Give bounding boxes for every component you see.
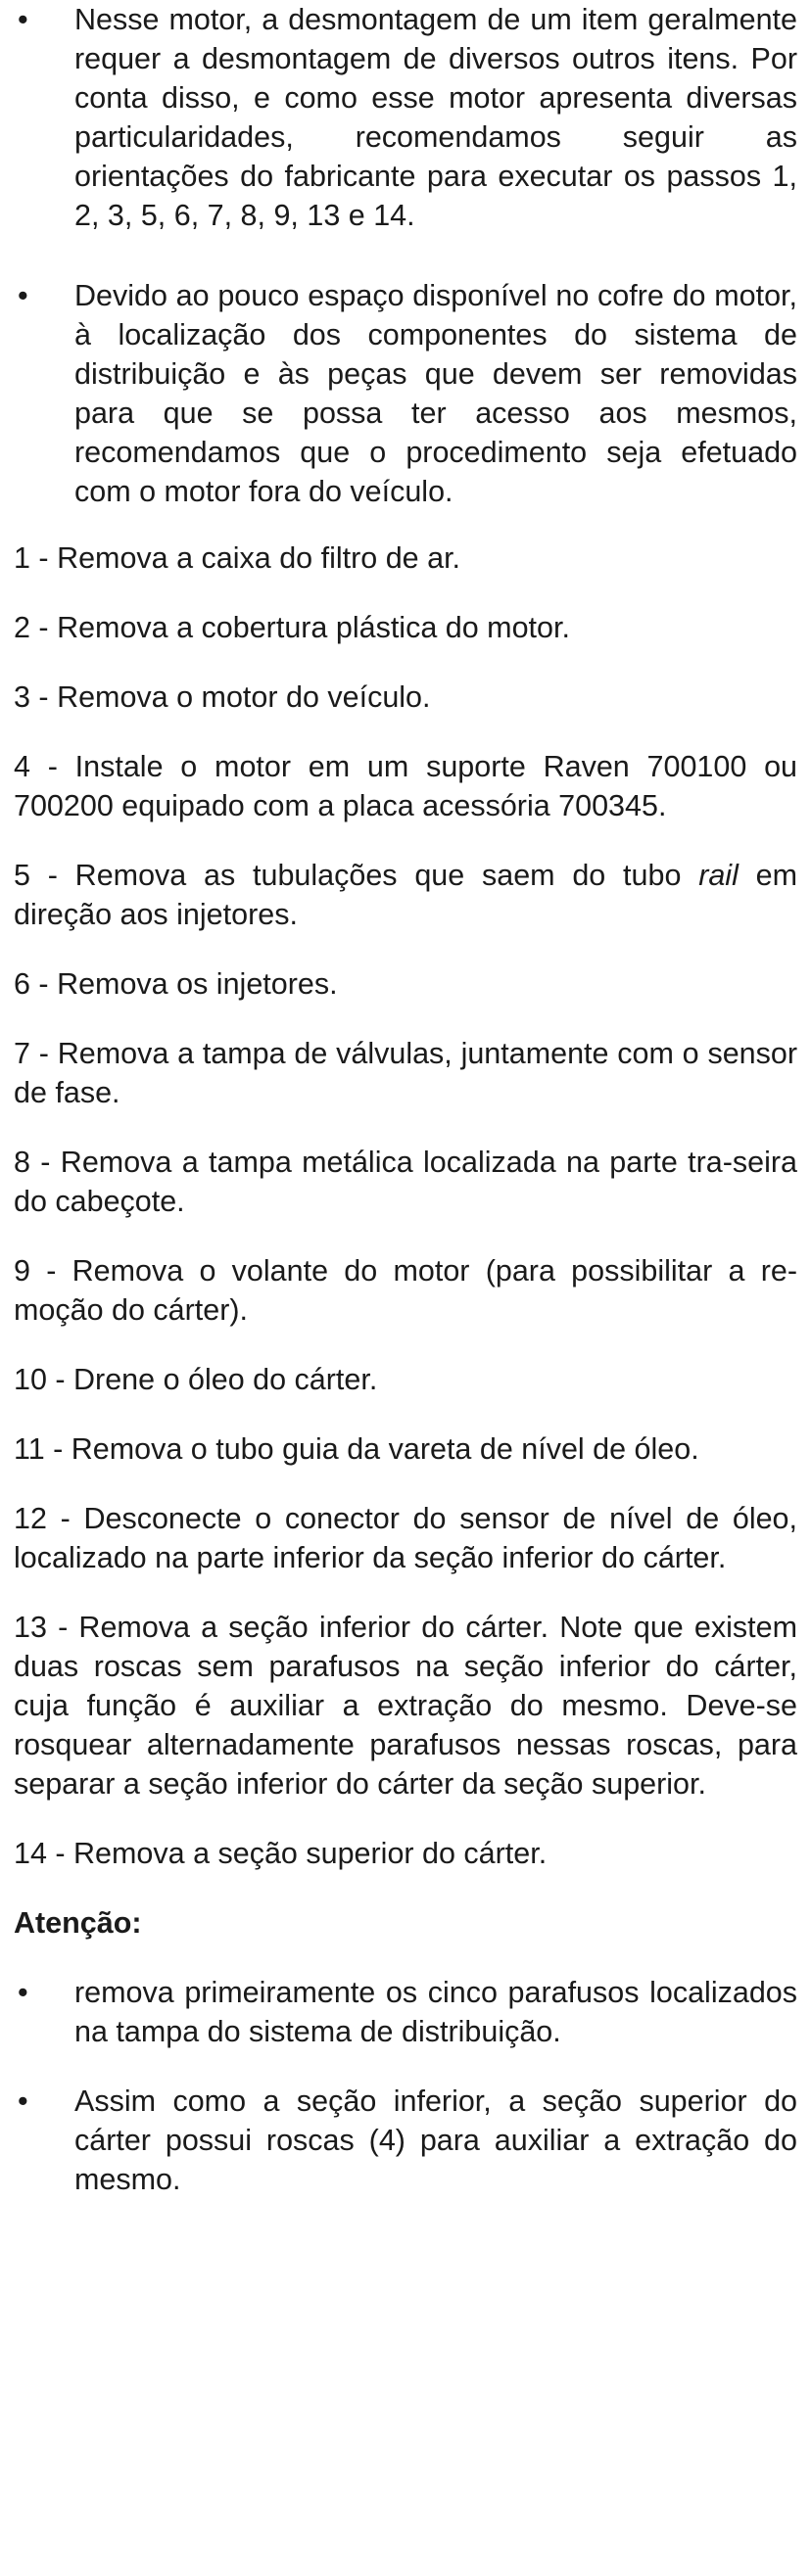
attention-heading: Atenção:: [14, 1906, 142, 1940]
bullet-item: [14, 1973, 797, 2051]
bullet-marker: •: [18, 1976, 28, 2009]
step-13: 13 - Remova a seção inferior do cárter. Note que existem duas roscas sem parafusos na seção inferior do cárter, cuja função é auxiliar a extração do mesmo. Deve-se rosquear alternadamente parafusos nessas roscas, para separar a seção inferior do cárter da seção superior.: [14, 1611, 797, 1801]
step-5-text-start: 5 - Remova as tubulações que saem do tubo: [14, 859, 699, 892]
bullet-text: Nesse motor, a desmontagem de um item geralmente requer a desmontagem de diversos outros itens. Por conta disso, e como esse motor apresenta diversas particularidades, recomendamos seguir as orientações do fabricante para executar os passos 1, 2, 3, 5, 6, 7, 8, 9, 13 e 14.: [74, 3, 797, 232]
bullet-marker: •: [18, 2084, 28, 2118]
bullet-text: Assim como a seção inferior, a seção superior do cárter possui roscas (4) para auxiliar a extração do mesmo.: [74, 2084, 797, 2196]
step-6: 6 - Remova os injetores.: [14, 967, 338, 1001]
step-8: 8 - Remova a tampa metálica localizada na parte tra-seira do cabeçote.: [14, 1146, 797, 1218]
step-2: 2 - Remova a cobertura plástica do motor.: [14, 611, 570, 644]
step-5: [14, 856, 797, 934]
bullet-marker: •: [18, 279, 28, 312]
bullet-item: [14, 2082, 797, 2199]
step-7: 7 - Remova a tampa de válvulas, juntamente com o sensor de fase.: [14, 1037, 797, 1109]
step-11: 11 - Remova o tubo guia da vareta de nível de óleo.: [14, 1432, 699, 1466]
step-5-text-end: em direção aos injetores.: [14, 859, 798, 931]
bullet-text: Devido ao pouco espaço disponível no cofre do motor, à localização dos componentes do sistema de distribuição e às peças que devem ser removidas para que se possa ter acesso aos mesmos, recomendamos que o procedimento seja efetuado com o motor fora do veículo.: [74, 279, 797, 508]
step-4: 4 - Instale o motor em um suporte Raven 700100 ou 700200 equipado com a placa acessória 700345.: [14, 750, 797, 822]
step-1: 1 - Remova a caixa do filtro de ar.: [14, 541, 461, 575]
step-9: 9 - Remova o volante do motor (para possibilitar a re-moção do cárter).: [14, 1254, 797, 1327]
step-10: 10 - Drene o óleo do cárter.: [14, 1363, 378, 1396]
bullet-item: [14, 0, 797, 235]
document-page: [14, 0, 797, 2199]
bullet-text: remova primeiramente os cinco parafusos localizados na tampa do sistema de distribuição.: [74, 1976, 797, 2048]
step-14: 14 - Remova a seção superior do cárter.: [14, 1837, 548, 1870]
bullet-marker: •: [18, 3, 28, 36]
step-12: 12 - Desconecte o conector do sensor de nível de óleo, localizado na parte inferior da seção inferior do cárter.: [14, 1502, 797, 1574]
bullet-item: [14, 276, 797, 511]
step-5-emphasis: rail: [698, 859, 739, 892]
step-3: 3 - Remova o motor do veículo.: [14, 680, 431, 714]
